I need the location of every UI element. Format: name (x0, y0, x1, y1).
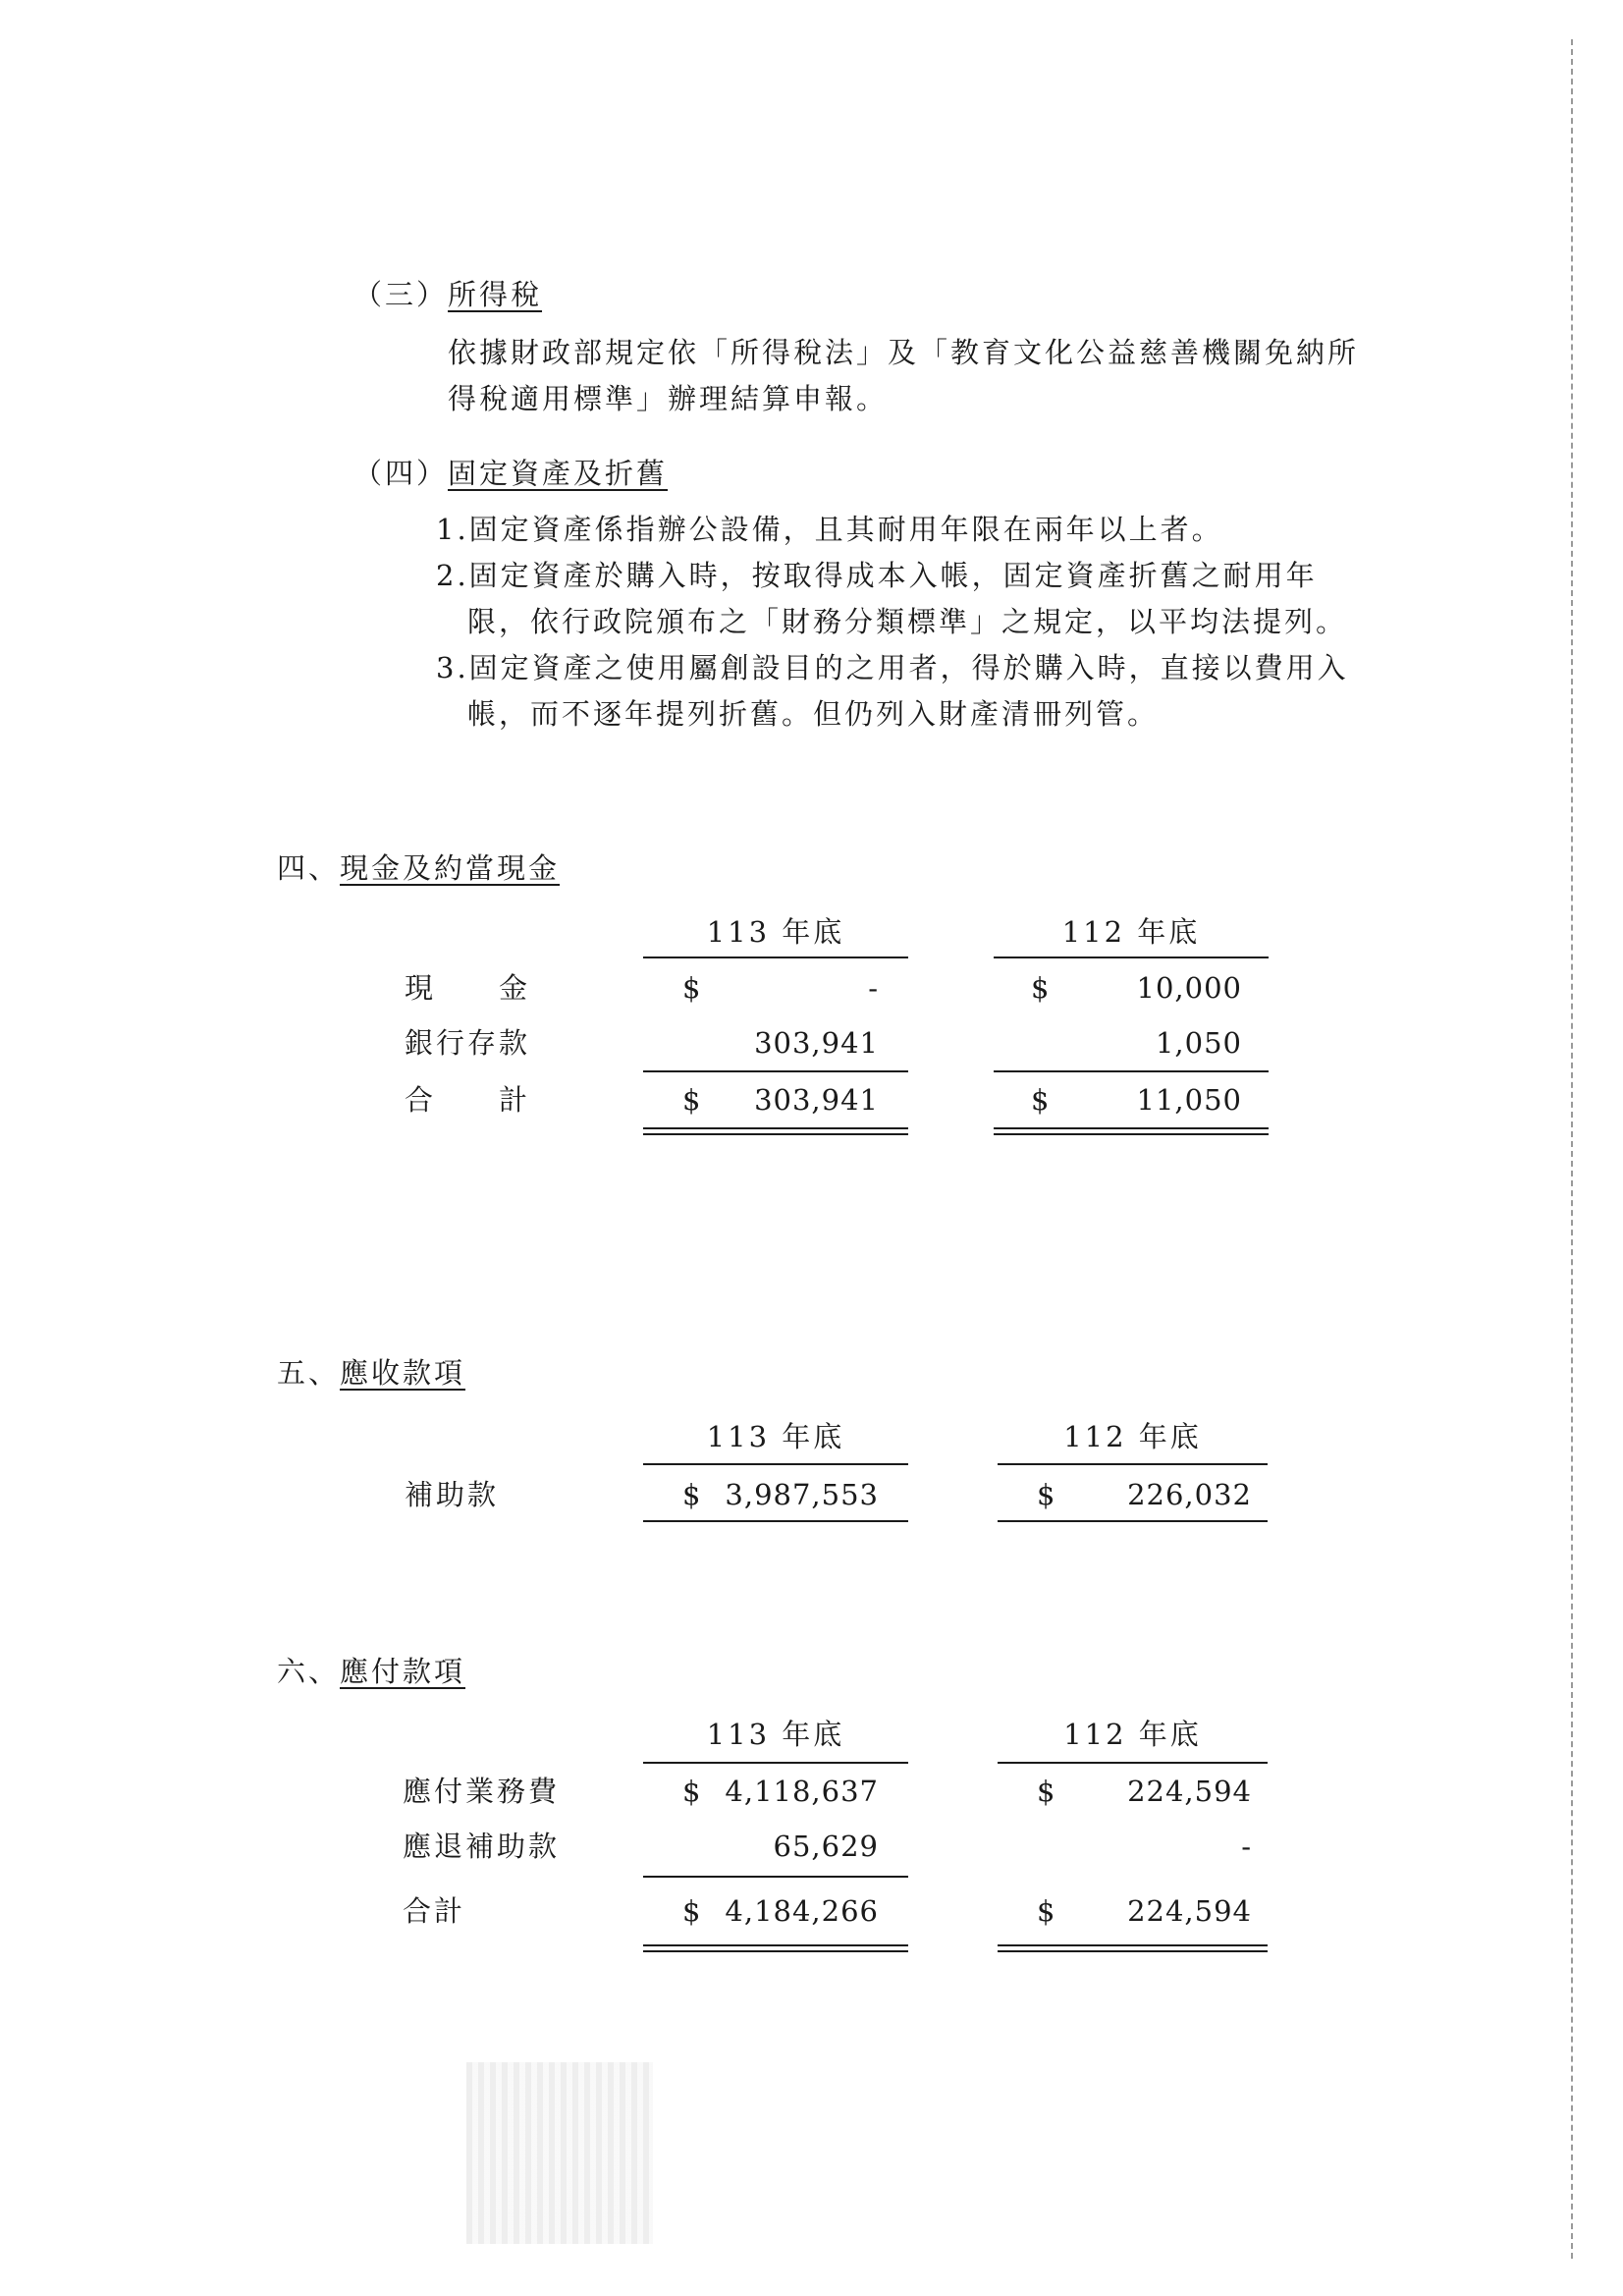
row-label: 補助款 (405, 1478, 500, 1511)
row-label: 銀行存款 (405, 1026, 531, 1060)
column-header-113: 113 年底 (706, 1420, 845, 1453)
row-label: 應退補助款 (403, 1830, 561, 1863)
section-marker: （三） (353, 278, 449, 311)
header-rule (643, 957, 908, 958)
value-113: 4,184,266 (725, 1894, 879, 1928)
section-title: 固定資產及折舊 (448, 457, 669, 490)
dollar-sign: $ (682, 1894, 704, 1928)
note-number: 四、 (277, 851, 341, 885)
header-rule (994, 957, 1269, 958)
row-label: 合 計 (405, 1083, 531, 1117)
list-item: 1.固定資產係指辦公設備，且其耐用年限在兩年以上者。 (436, 513, 1223, 546)
dollar-sign: $ (682, 1775, 704, 1808)
section-fixed-assets-heading (353, 457, 669, 490)
total-double-rule (643, 1127, 908, 1135)
note-number: 五、 (277, 1356, 341, 1390)
section-title: 所得稅 (448, 278, 543, 311)
column-header-112: 112 年底 (1063, 1718, 1202, 1751)
dollar-sign: $ (1037, 1775, 1058, 1808)
value-112: 226,032 (1127, 1478, 1252, 1511)
list-item-continuation: 限，依行政院頒布之「財務分類標準」之規定，以平均法提列。 (467, 605, 1348, 638)
value-113: 4,118,637 (725, 1775, 879, 1808)
note-title: 應付款項 (340, 1655, 466, 1688)
header-rule (643, 1762, 908, 1764)
dollar-sign: $ (1031, 1083, 1053, 1117)
total-double-rule (994, 1127, 1269, 1135)
dollar-sign: $ (682, 1083, 704, 1117)
row-label: 應付業務費 (403, 1775, 561, 1808)
total-double-rule (643, 1944, 908, 1952)
note-6-heading (277, 1655, 466, 1688)
value-112: 224,594 (1127, 1894, 1252, 1928)
header-rule (643, 1463, 908, 1465)
value-113: 303,941 (754, 1083, 879, 1117)
dollar-sign: $ (682, 1478, 704, 1511)
list-item-continuation: 帳，而不逐年提列折舊。但仍列入財產清冊列管。 (467, 697, 1160, 731)
subtotal-rule (643, 1876, 908, 1878)
row-label: 現 金 (405, 971, 531, 1005)
value-112: 11,050 (1136, 1083, 1242, 1117)
list-item: 2.固定資產於購入時，按取得成本入帳，固定資產折舊之耐用年 (436, 559, 1318, 592)
column-header-113: 113 年底 (706, 915, 845, 949)
total-rule (998, 1520, 1268, 1522)
value-112: - (1241, 1830, 1252, 1863)
note-title: 應收款項 (340, 1356, 466, 1390)
note-title: 現金及約當現金 (340, 851, 561, 885)
value-113: 3,987,553 (725, 1478, 879, 1511)
value-112: 10,000 (1136, 971, 1242, 1005)
value-113: 303,941 (754, 1026, 879, 1060)
column-header-113: 113 年底 (706, 1718, 845, 1751)
dollar-sign: $ (682, 971, 704, 1005)
value-113: 65,629 (773, 1830, 879, 1863)
dollar-sign: $ (1037, 1478, 1058, 1511)
column-header-112: 112 年底 (1061, 915, 1201, 949)
value-112: 224,594 (1127, 1775, 1252, 1808)
note-4-heading (277, 851, 561, 885)
section-income-tax-heading (353, 278, 543, 311)
total-double-rule (998, 1944, 1268, 1952)
subtotal-rule (643, 1070, 908, 1072)
page-edge-line (1571, 39, 1573, 2259)
paragraph-line: 依據財政部規定依「所得稅法」及「教育文化公益慈善機關免納所 (448, 336, 1360, 369)
value-112: 1,050 (1155, 1026, 1242, 1060)
section-marker: （四） (353, 457, 449, 490)
column-header-112: 112 年底 (1063, 1420, 1202, 1453)
header-rule (998, 1762, 1268, 1764)
faded-seal-stamp (466, 2062, 653, 2244)
value-113: - (868, 971, 879, 1005)
paragraph-line: 得稅適用標準」辦理結算申報。 (448, 382, 889, 415)
header-rule (998, 1463, 1268, 1465)
row-label: 合計 (403, 1894, 466, 1928)
dollar-sign: $ (1037, 1894, 1058, 1928)
total-rule (643, 1520, 908, 1522)
note-number: 六、 (277, 1655, 341, 1688)
list-item: 3.固定資產之使用屬創設目的之用者，得於購入時，直接以費用入 (436, 651, 1349, 684)
dollar-sign: $ (1031, 971, 1053, 1005)
note-5-heading (277, 1356, 466, 1390)
subtotal-rule (994, 1070, 1269, 1072)
